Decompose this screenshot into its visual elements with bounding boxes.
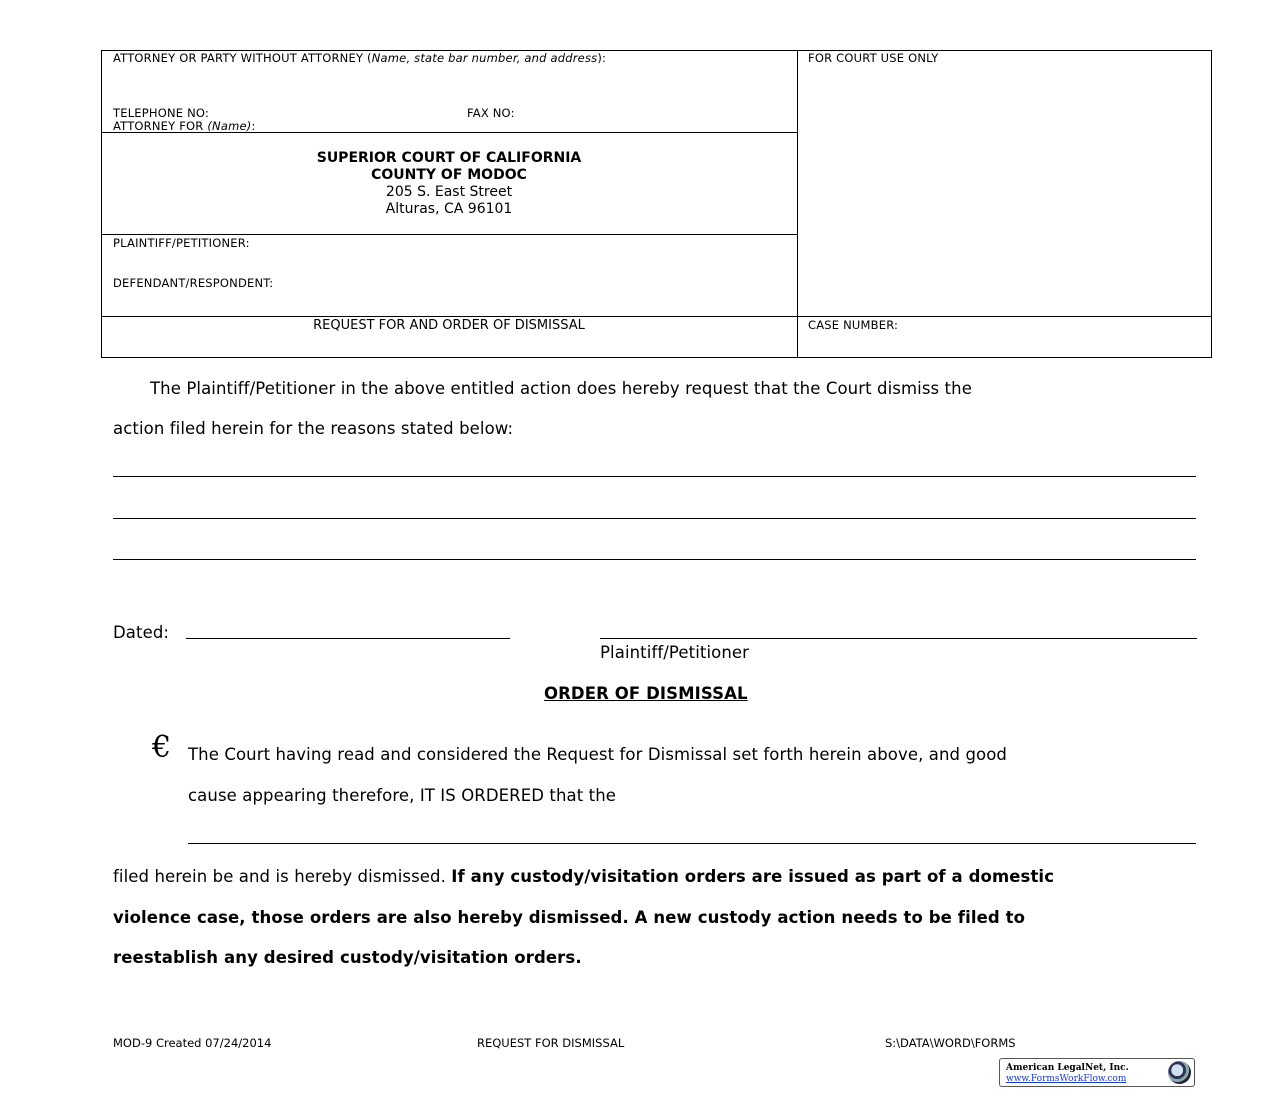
dated-label: Dated:	[113, 623, 170, 642]
attorney-label: ATTORNEY OR PARTY WITHOUT ATTORNEY (Name, state bar number, and address):	[113, 51, 607, 65]
form-title: REQUEST FOR AND ORDER OF DISMISSAL	[313, 318, 585, 333]
header-divider-title	[101, 316, 1212, 317]
court-address-block	[101, 150, 797, 218]
court-street: 205 S. East Street	[385, 184, 513, 200]
fax-label: FAX NO:	[467, 106, 515, 120]
order-text-line5: reestablish any desired custody/visitation orders.	[113, 948, 582, 967]
american-legalnet-logo[interactable]	[999, 1058, 1195, 1087]
plaintiff-label: PLAINTIFF/PETITIONER:	[113, 236, 250, 250]
case-number-label: CASE NUMBER:	[808, 318, 899, 332]
order-text-line4: violence case, those orders are also hereby dismissed. A new custody action needs to be filed to	[113, 908, 1026, 927]
date-line[interactable]	[186, 638, 510, 639]
footer-form-id: MOD-9 Created 07/24/2014	[113, 1036, 272, 1050]
telephone-label: TELEPHONE NO:	[113, 106, 210, 120]
logo-name: American LegalNet, Inc.	[1006, 1063, 1129, 1073]
footer-title: REQUEST FOR DISMISSAL	[477, 1036, 625, 1050]
signature-line[interactable]	[600, 638, 1197, 639]
attorney-for-label: ATTORNEY FOR (Name):	[113, 119, 256, 133]
globe-icon	[1168, 1061, 1191, 1084]
reason-line-3[interactable]	[113, 559, 1196, 560]
request-text-line1: The Plaintiff/Petitioner in the above entitled action does hereby request that the Court dismiss the	[150, 379, 972, 398]
header-divider-court	[101, 234, 797, 235]
order-text-line3: filed herein be and is hereby dismissed. If any custody/visitation orders are issued as part of a domestic	[113, 867, 1055, 886]
county-name: COUNTY OF MODOC	[371, 167, 527, 183]
dismissed-item-line[interactable]	[188, 843, 1196, 844]
request-text-line2: action filed herein for the reasons stated below:	[113, 419, 514, 438]
reason-line-1[interactable]	[113, 476, 1196, 477]
logo-url[interactable]: www.FormsWorkFlow.com	[1006, 1074, 1127, 1084]
defendant-label: DEFENDANT/RESPONDENT:	[113, 276, 274, 290]
court-use-label: FOR COURT USE ONLY	[808, 51, 939, 65]
footer-path: S:\DATA\WORD\FORMS	[885, 1036, 1016, 1050]
reason-line-2[interactable]	[113, 518, 1196, 519]
court-name: SUPERIOR COURT OF CALIFORNIA	[316, 150, 582, 166]
order-text-line1: The Court having read and considered the Request for Dismissal set forth herein above, and good	[188, 745, 1008, 764]
order-checkbox[interactable]: €	[152, 730, 172, 765]
order-text-line2: cause appearing therefore, IT IS ORDERED that the	[188, 786, 617, 805]
signature-label: Plaintiff/Petitioner	[600, 643, 750, 662]
header-column-divider	[797, 50, 798, 358]
order-heading: ORDER OF DISMISSAL	[544, 684, 748, 703]
court-city: Alturas, CA 96101	[385, 201, 513, 217]
